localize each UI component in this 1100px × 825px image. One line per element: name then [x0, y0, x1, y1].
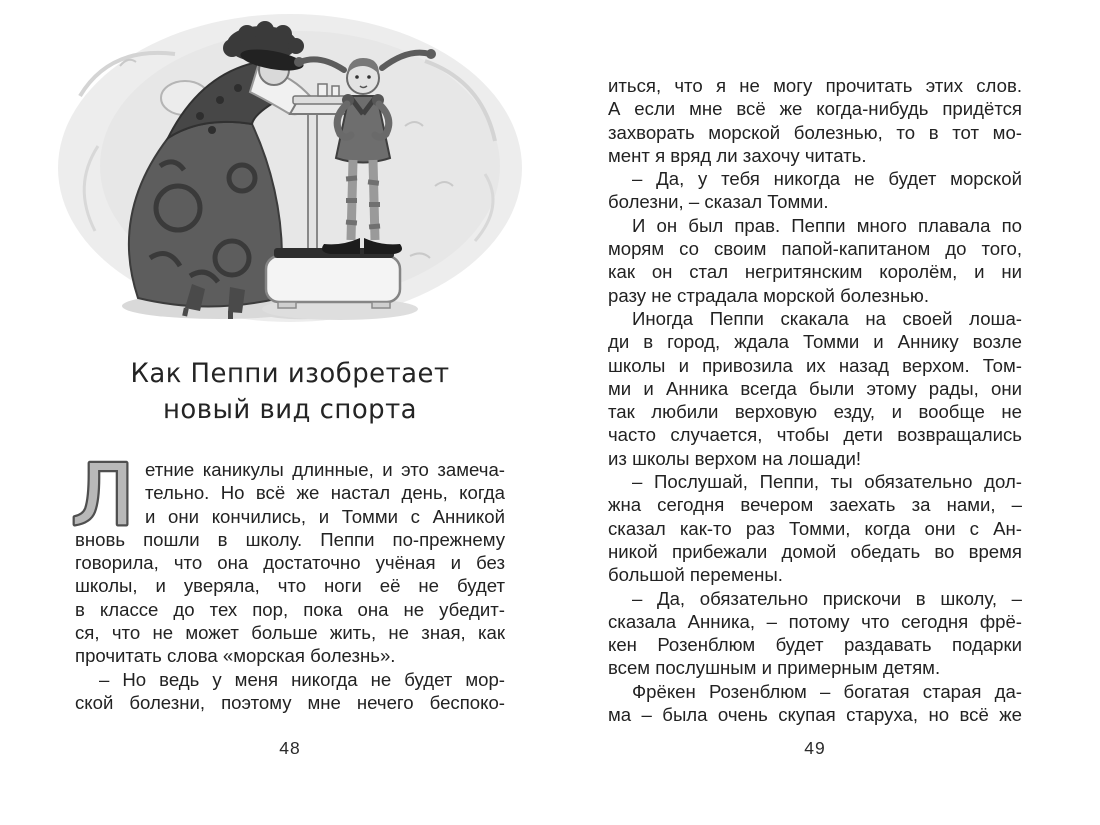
text-line: вновь пошли в школу. Пеппи по-прежнему	[75, 528, 505, 550]
text-line: из школы верхом на лошади!	[608, 447, 862, 469]
text-line: ся, что не может больше жить, не зная, как	[75, 622, 505, 644]
text-line: иться, что я не могу прочитать этих слов.	[608, 75, 1022, 96]
text-line: тельно. Но всё же настал день, когда	[145, 482, 505, 504]
text-line: часто случается, чтобы дети возвращались	[608, 424, 1022, 446]
text-line: мент я вряд ли захочу читать.	[608, 144, 867, 166]
text-line: Иногда Пеппи скакала на своей лоша-	[632, 307, 1022, 329]
text-line: етние каникулы длинные, и это замеча-	[145, 459, 505, 480]
drop-cap	[71, 446, 135, 544]
text-line: говорила, что она достаточно учёная и без	[75, 552, 505, 574]
body-text-right	[608, 74, 1022, 726]
text-line: сказала Анника, – потому что сегодня фрё-	[608, 610, 1022, 632]
text-line: захворать морской болезнью, то в тот мо-	[608, 121, 1022, 143]
text-line: ми и Анника всегда были этому рады, они	[608, 377, 1022, 399]
text-line: кен Розенблюм будет раздавать подарки	[608, 634, 1022, 656]
text-line: – Да, обязательно прискочи в школу, –	[632, 587, 1022, 609]
body-text-left	[71, 446, 505, 714]
text-line: жна сегодня вечером заехать за нами, –	[608, 494, 1022, 516]
page-number-right: 49	[804, 738, 826, 758]
right-page-lines	[608, 74, 1022, 726]
text-line: А если мне всё же когда-нибудь придётся	[608, 98, 1022, 120]
text-line: никой прибежали домой обедать во время	[608, 540, 1022, 562]
text-line: сказал как-то раз Томми, когда они с Ан-	[608, 517, 1022, 539]
chapter-title	[84, 356, 497, 428]
text-line: большой перемены.	[608, 564, 783, 586]
text-line: школы, и уверяла, что ноги её не будет	[75, 575, 505, 597]
text-line: болезни, – сказал Томми.	[608, 191, 829, 213]
text-line: прочитать слова «морская болезнь».	[75, 645, 396, 667]
text-line: ской болезни, поэтому мне нечего беспоко-	[75, 691, 505, 713]
text-line: – Послушай, Пеппи, ты обязательно дол-	[632, 471, 1022, 493]
text-line: разу не страдала морской болезнью.	[608, 284, 930, 306]
text-line: всем послушным и примерным детям.	[608, 657, 941, 679]
illustration-weighing-scene	[50, 6, 530, 336]
text-line: И он был прав. Пеппи много плавала по	[632, 214, 1022, 236]
text-line: – Но ведь у меня никогда не будет мор-	[99, 668, 505, 690]
text-line: – Да, у тебя никогда не будет морской	[632, 168, 1022, 190]
text-line: ди в город, ждала Томми и Аннику возле	[608, 331, 1022, 353]
text-line: в классе до тех пор, пока она не убедит-	[75, 598, 505, 620]
chapter-title-line-2: новый вид спорта	[162, 394, 418, 425]
text-line: как он стал негритянским королём, и ни	[608, 261, 1022, 283]
text-line: морям со своим папой-капитаном до того,	[608, 238, 1022, 260]
text-line: Фрёкен Розенблюм – богатая старая да-	[632, 680, 1022, 702]
left-page-lines	[75, 458, 505, 714]
text-line: так любили верховую езду, и вообще не	[608, 401, 1022, 423]
page-number-left: 48	[279, 738, 301, 758]
text-line: школы и привозила их назад верхом. Том-	[608, 354, 1022, 376]
text-line: и они кончились, и Томми с Анникой	[145, 505, 505, 527]
chapter-title-line-1: Как Пеппи изобретает	[130, 358, 450, 389]
text-line: ма – была очень скупая старуха, но всё же	[608, 704, 1022, 726]
drop-cap-letter: Л	[71, 446, 135, 544]
